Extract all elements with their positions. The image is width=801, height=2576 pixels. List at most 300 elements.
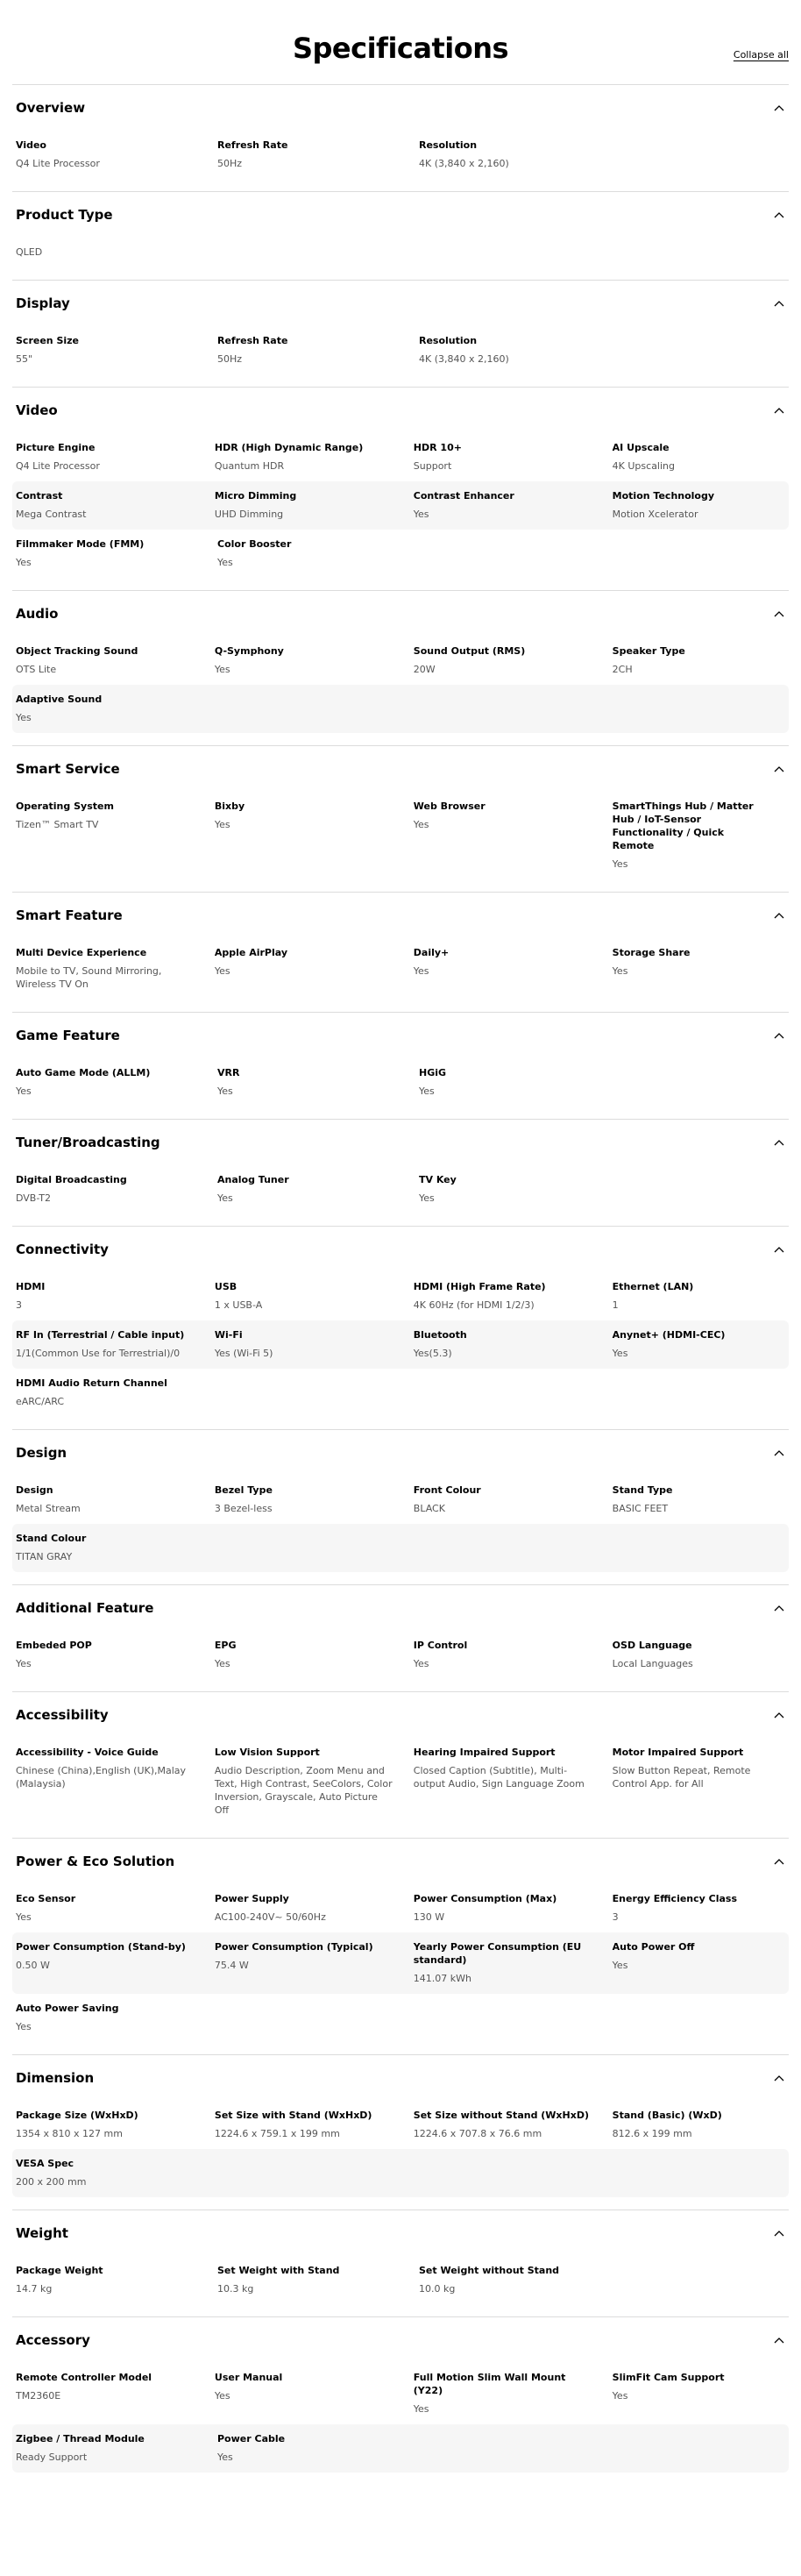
spec-label: Auto Power Saving — [16, 2003, 119, 2014]
spec-item — [414, 946, 613, 991]
spec-label: Speaker Type — [612, 645, 685, 657]
section-header-tuner[interactable] — [12, 1120, 789, 1165]
section-title: Accessibility — [16, 1707, 109, 1723]
spec-item — [217, 2432, 393, 2464]
spec-row — [12, 238, 789, 267]
chevron-up-icon[interactable] — [773, 2227, 785, 2239]
spec-label: VESA Spec — [16, 2158, 74, 2169]
spec-value: Local Languages — [612, 1658, 693, 1669]
spec-label: Full Motion Slim Wall Mount (Y22) — [413, 2372, 566, 2396]
spec-item — [16, 693, 191, 724]
section-header-audio[interactable] — [12, 591, 789, 637]
spec-value: 4K (3,840 x 2,160) — [419, 158, 509, 169]
spec-value: 4K (3,840 x 2,160) — [419, 353, 509, 365]
spec-value: Yes — [214, 1658, 230, 1669]
spec-item — [414, 489, 613, 521]
spec-value: Q4 Lite Processor — [16, 460, 100, 472]
spec-item — [215, 1280, 414, 1312]
spec-item — [419, 2264, 594, 2295]
chevron-up-icon[interactable] — [773, 404, 785, 416]
section-body — [12, 433, 789, 578]
spec-label: Refresh Rate — [217, 139, 288, 151]
section-header-design[interactable] — [12, 1430, 789, 1476]
section-body — [12, 637, 789, 733]
spec-item — [215, 2109, 414, 2140]
spec-item — [613, 1746, 785, 1817]
spec-item — [414, 1280, 613, 1312]
spec-label: SmartThings Hub / Matter Hub / IoT-Sensor Functionality / Quick Remote — [612, 801, 754, 851]
spec-value: 141.07 kWh — [413, 1973, 471, 1984]
spec-value: eARC/ARC — [16, 1396, 65, 1407]
section-title: Overview — [16, 100, 86, 116]
spec-label: RF In (Terrestrial / Cable input) — [16, 1329, 185, 1341]
spec-value: 1354 x 810 x 127 mm — [16, 2128, 123, 2139]
chevron-up-icon[interactable] — [773, 1709, 785, 1721]
section-header-additional-feature[interactable] — [12, 1585, 789, 1631]
spec-value: QLED — [16, 246, 43, 258]
section-body — [12, 792, 789, 879]
chevron-up-icon[interactable] — [773, 763, 785, 775]
spec-item — [414, 1892, 613, 1924]
section-body — [12, 2363, 789, 2473]
section-body — [12, 326, 789, 374]
spec-item — [217, 1173, 419, 1205]
spec-item — [613, 946, 785, 991]
spec-value: Motion Xcelerator — [612, 509, 698, 520]
spec-value: TITAN GRAY — [16, 1551, 73, 1562]
spec-item — [16, 2432, 217, 2464]
section-title: Connectivity — [16, 1242, 109, 1257]
spec-item — [16, 1377, 191, 1408]
spec-value: 3 — [612, 1911, 619, 1923]
spec-value: Yes — [419, 1192, 435, 1204]
section-title: Game Feature — [16, 1028, 120, 1043]
spec-value: 200 x 200 mm — [16, 2176, 87, 2188]
spec-item — [217, 139, 419, 170]
spec-label: Embeded POP — [16, 1640, 92, 1651]
spec-row — [12, 1994, 789, 2042]
spec-value: 2CH — [612, 664, 633, 675]
spec-value: Slow Button Repeat, Remote Control App. for All — [612, 1765, 751, 1790]
section-body — [12, 1884, 789, 2042]
section-body — [12, 1165, 789, 1213]
spec-item — [16, 1639, 215, 1670]
spec-item — [613, 644, 785, 676]
spec-item — [613, 1639, 785, 1670]
spec-label: Resolution — [419, 335, 478, 346]
chevron-up-icon[interactable] — [773, 1029, 785, 1042]
spec-item — [16, 537, 217, 569]
spec-item — [16, 1746, 215, 1817]
spec-row — [12, 1058, 789, 1107]
spec-label: Web Browser — [413, 801, 486, 812]
spec-item — [16, 139, 217, 170]
spec-section-dimension — [12, 2054, 789, 2210]
section-title: Accessory — [16, 2332, 90, 2348]
section-header-dimension[interactable] — [12, 2055, 789, 2101]
spec-item — [414, 441, 613, 473]
section-header-connectivity[interactable] — [12, 1227, 789, 1272]
spec-row — [12, 637, 789, 685]
spec-value: 130 W — [413, 1911, 445, 1923]
spec-label: Zigbee / Thread Module — [16, 2433, 145, 2444]
spec-value: Yes — [214, 965, 230, 977]
spec-row — [12, 1272, 789, 1320]
specifications-header — [0, 0, 801, 84]
spec-item — [16, 2002, 191, 2033]
spec-label: VRR — [217, 1067, 240, 1078]
spec-item — [414, 800, 613, 871]
spec-label: Analog Tuner — [217, 1174, 289, 1185]
section-body — [12, 1058, 789, 1107]
spec-item — [414, 1639, 613, 1670]
section-header-accessibility[interactable] — [12, 1692, 789, 1738]
spec-value: Tizen™ Smart TV — [16, 819, 99, 830]
spec-item — [414, 1484, 613, 1515]
section-body — [12, 1738, 789, 1825]
spec-item — [16, 246, 191, 259]
spec-label: Filmmaker Mode (FMM) — [16, 538, 145, 550]
spec-item — [419, 1066, 594, 1098]
spec-item — [419, 334, 594, 366]
spec-row — [12, 938, 789, 1000]
spec-section-video — [12, 387, 789, 590]
spec-value: Yes — [16, 1085, 32, 1097]
spec-label: Auto Game Mode (ALLM) — [16, 1067, 151, 1078]
spec-value: 4K 60Hz (for HDMI 1/2/3) — [413, 1299, 535, 1311]
section-header-overview[interactable] — [12, 85, 789, 131]
section-body — [12, 2101, 789, 2197]
spec-item — [215, 1639, 414, 1670]
spec-item — [414, 1328, 613, 1360]
spec-label: Color Booster — [217, 538, 292, 550]
spec-value: 20W — [413, 664, 436, 675]
page-title: Specifications — [292, 32, 509, 65]
spec-item — [215, 441, 414, 473]
spec-value: 55" — [16, 353, 33, 365]
chevron-up-icon[interactable] — [773, 1855, 785, 1868]
spec-label: HGiG — [419, 1067, 447, 1078]
section-title: Design — [16, 1445, 67, 1461]
spec-value: 3 — [16, 1299, 22, 1311]
spec-label: OSD Language — [612, 1640, 692, 1651]
spec-section-audio — [12, 590, 789, 745]
section-header-product-type[interactable] — [12, 192, 789, 238]
spec-value: Yes — [413, 2403, 429, 2415]
spec-value: Yes — [413, 509, 429, 520]
spec-label: Apple AirPlay — [214, 947, 288, 958]
chevron-up-icon[interactable] — [773, 1243, 785, 1256]
spec-label: HDR 10+ — [413, 442, 462, 453]
spec-item — [613, 489, 785, 521]
spec-value: Yes — [16, 557, 32, 568]
section-title: Smart Service — [16, 761, 120, 777]
spec-label: Multi Device Experience — [16, 947, 147, 958]
spec-row — [12, 1165, 789, 1213]
spec-value: Quantum HDR — [214, 460, 285, 472]
spec-value: 1224.6 x 707.8 x 76.6 mm — [413, 2128, 542, 2139]
spec-label: Wi-Fi — [214, 1329, 243, 1341]
spec-row — [12, 131, 789, 179]
chevron-up-icon[interactable] — [773, 102, 785, 114]
spec-value: Chinese (China),English (UK),Malay (Malaysia) — [16, 1765, 187, 1790]
spec-item — [613, 2109, 785, 2140]
section-header-display[interactable] — [12, 281, 789, 326]
spec-value: UHD Dimming — [214, 509, 284, 520]
spec-value: Yes — [217, 1085, 233, 1097]
spec-section-tuner — [12, 1119, 789, 1226]
spec-item — [217, 334, 419, 366]
spec-item — [414, 1746, 613, 1817]
spec-value: Mobile to TV, Sound Mirroring, Wireless TV On — [16, 965, 162, 990]
spec-item — [414, 1940, 613, 1985]
section-header-weight[interactable] — [12, 2210, 789, 2256]
spec-label: Screen Size — [16, 335, 80, 346]
spec-label: Contrast Enhancer — [413, 490, 514, 502]
spec-value: 1/1(Common Use for Terrestrial)/0 — [16, 1348, 181, 1359]
section-title: Display — [16, 295, 70, 311]
spec-value: 0.50 W — [16, 1960, 50, 1971]
spec-value: Metal Stream — [16, 1503, 81, 1514]
section-body — [12, 131, 789, 179]
spec-value: Yes — [612, 1348, 628, 1359]
section-header-game-feature[interactable] — [12, 1013, 789, 1058]
spec-item — [16, 1892, 215, 1924]
spec-item — [613, 1892, 785, 1924]
chevron-up-icon[interactable] — [773, 2334, 785, 2346]
spec-label: Ethernet (LAN) — [612, 1281, 694, 1292]
spec-item — [613, 1940, 785, 1985]
spec-section-product-type — [12, 191, 789, 280]
spec-item — [16, 1328, 215, 1360]
spec-row — [12, 433, 789, 481]
spec-value: Yes — [16, 712, 32, 723]
spec-label: Hearing Impaired Support — [413, 1747, 556, 1758]
spec-label: Set Weight with Stand — [217, 2265, 340, 2276]
spec-label: Power Cable — [217, 2433, 286, 2444]
spec-label: HDMI (High Frame Rate) — [413, 1281, 546, 1292]
spec-row — [12, 792, 789, 879]
spec-section-accessibility — [12, 1691, 789, 1838]
spec-item — [419, 139, 594, 170]
spec-value: Yes — [214, 2390, 230, 2402]
spec-row — [12, 685, 789, 733]
spec-label: Sound Output (RMS) — [413, 645, 526, 657]
spec-item — [215, 946, 414, 991]
spec-section-overview — [12, 84, 789, 191]
spec-item — [217, 2264, 419, 2295]
spec-value: Yes(5.3) — [413, 1348, 452, 1359]
spec-item — [16, 1280, 215, 1312]
spec-row — [12, 326, 789, 374]
spec-label: Design — [16, 1484, 53, 1496]
chevron-up-icon[interactable] — [773, 2072, 785, 2084]
spec-item — [16, 1066, 217, 1098]
section-body — [12, 1476, 789, 1572]
spec-value: AC100-240V~ 50/60Hz — [214, 1911, 326, 1923]
spec-label: Object Tracking Sound — [16, 645, 138, 657]
spec-value: Closed Caption (Subtitle), Multi-output Audio, Sign Language Zoom — [413, 1765, 585, 1790]
section-header-video[interactable] — [12, 388, 789, 433]
spec-value: Yes — [612, 858, 628, 870]
section-header-accessory[interactable] — [12, 2317, 789, 2363]
spec-section-connectivity — [12, 1226, 789, 1429]
spec-label: Motor Impaired Support — [612, 1747, 744, 1758]
spec-item — [215, 800, 414, 871]
spec-section-additional-feature — [12, 1584, 789, 1691]
spec-item — [215, 1892, 414, 1924]
spec-label: Anynet+ (HDMI-CEC) — [612, 1329, 726, 1341]
spec-item — [16, 489, 215, 521]
spec-value: Yes (Wi-Fi 5) — [214, 1348, 273, 1359]
section-title: Smart Feature — [16, 907, 123, 923]
spec-row — [12, 481, 789, 530]
spec-value: Yes — [612, 965, 628, 977]
chevron-up-icon[interactable] — [773, 608, 785, 620]
spec-value: Yes — [413, 965, 429, 977]
chevron-up-icon[interactable] — [773, 1136, 785, 1149]
spec-value: 812.6 x 199 mm — [612, 2128, 692, 2139]
spec-item — [215, 489, 414, 521]
spec-row — [12, 2424, 789, 2473]
spec-label: Set Weight without Stand — [419, 2265, 560, 2276]
spec-item — [414, 644, 613, 676]
spec-value: 1224.6 x 759.1 x 199 mm — [214, 2128, 340, 2139]
spec-label: Stand Type — [612, 1484, 673, 1496]
spec-value: 1 — [612, 1299, 619, 1311]
spec-value: 4K Upscaling — [612, 460, 675, 472]
spec-item — [215, 1940, 414, 1985]
spec-row — [12, 1476, 789, 1524]
spec-label: Contrast — [16, 490, 63, 502]
spec-label: SlimFit Cam Support — [612, 2372, 725, 2383]
chevron-up-icon[interactable] — [773, 1447, 785, 1459]
spec-value: Audio Description, Zoom Menu and Text, High Contrast, SeeColors, Color Inversion, Grayscale, Auto Picture Off — [214, 1765, 393, 1816]
section-header-power-eco[interactable] — [12, 1839, 789, 1884]
spec-item — [16, 2109, 215, 2140]
spec-label: Power Consumption (Max) — [413, 1893, 557, 1904]
spec-value: Yes — [413, 1658, 429, 1669]
spec-section-weight — [12, 2210, 789, 2316]
section-header-smart-service[interactable] — [12, 746, 789, 792]
spec-item — [414, 2109, 613, 2140]
chevron-up-icon[interactable] — [773, 909, 785, 922]
spec-item — [613, 800, 785, 871]
spec-label: Accessibility - Voice Guide — [16, 1747, 159, 1758]
spec-row — [12, 2149, 789, 2197]
spec-item — [215, 1746, 414, 1817]
spec-item — [613, 1484, 785, 1515]
spec-value: Ready Support — [16, 2451, 88, 2463]
spec-value: 10.0 kg — [419, 2283, 456, 2295]
spec-section-game-feature — [12, 1012, 789, 1119]
spec-item — [16, 2264, 217, 2295]
section-body — [12, 1631, 789, 1679]
spec-label: Power Consumption (Typical) — [214, 1941, 373, 1953]
spec-label: Remote Controller Model — [16, 2372, 152, 2383]
spec-row — [12, 530, 789, 578]
section-title: Audio — [16, 606, 59, 622]
chevron-up-icon[interactable] — [773, 297, 785, 310]
spec-label: Bluetooth — [413, 1329, 467, 1341]
section-body — [12, 938, 789, 1000]
spec-value: Yes — [217, 1192, 233, 1204]
spec-item — [16, 644, 215, 676]
spec-label: HDMI — [16, 1281, 46, 1292]
spec-label: EPG — [214, 1640, 237, 1651]
spec-label: Power Consumption (Stand-by) — [16, 1941, 186, 1953]
spec-item — [414, 2371, 613, 2416]
spec-row — [12, 1524, 789, 1572]
chevron-up-icon[interactable] — [773, 1602, 785, 1614]
spec-label: Bezel Type — [214, 1484, 273, 1496]
spec-label: Set Size without Stand (WxHxD) — [413, 2110, 589, 2121]
section-title: Video — [16, 402, 58, 418]
section-title: Tuner/Broadcasting — [16, 1135, 160, 1150]
spec-label: HDMI Audio Return Channel — [16, 1377, 167, 1389]
spec-section-display — [12, 280, 789, 387]
spec-label: IP Control — [413, 1640, 468, 1651]
spec-label: Stand (Basic) (WxD) — [612, 2110, 722, 2121]
spec-item — [16, 334, 217, 366]
spec-item — [16, 2371, 215, 2416]
spec-value: BLACK — [413, 1503, 445, 1514]
spec-item — [16, 1532, 191, 1563]
spec-item — [613, 1280, 785, 1312]
spec-value: Yes — [612, 2390, 628, 2402]
spec-label: Operating System — [16, 801, 114, 812]
spec-value: BASIC FEET — [612, 1503, 669, 1514]
spec-label: Stand Colour — [16, 1533, 87, 1544]
spec-label: User Manual — [214, 2372, 283, 2383]
spec-value: Yes — [217, 2451, 233, 2463]
spec-value: 3 Bezel-less — [214, 1503, 273, 1514]
spec-section-power-eco — [12, 1838, 789, 2054]
spec-label: Motion Technology — [612, 490, 715, 502]
spec-label: TV Key — [419, 1174, 457, 1185]
spec-label: Set Size with Stand (WxHxD) — [214, 2110, 372, 2121]
spec-row — [12, 2256, 789, 2304]
spec-section-design — [12, 1429, 789, 1584]
spec-value: Yes — [419, 1085, 435, 1097]
spec-item — [16, 441, 215, 473]
spec-label: Resolution — [419, 139, 478, 151]
spec-item — [215, 1328, 414, 1360]
chevron-up-icon[interactable] — [773, 209, 785, 221]
spec-label: Daily+ — [413, 947, 450, 958]
spec-item — [215, 644, 414, 676]
spec-value: 10.3 kg — [217, 2283, 254, 2295]
spec-item — [16, 800, 215, 871]
spec-label: Adaptive Sound — [16, 694, 103, 705]
spec-label: Digital Broadcasting — [16, 1174, 127, 1185]
spec-row — [12, 1369, 789, 1417]
spec-label: AI Upscale — [612, 442, 670, 453]
spec-section-smart-service — [12, 745, 789, 892]
section-title: Weight — [16, 2225, 68, 2241]
spec-row — [12, 1738, 789, 1825]
collapse-all-link[interactable]: Collapse all — [733, 49, 789, 60]
section-body — [12, 2256, 789, 2304]
spec-label: USB — [214, 1281, 237, 1292]
spec-item — [215, 1484, 414, 1515]
spec-label: HDR (High Dynamic Range) — [214, 442, 364, 453]
spec-label: Video — [16, 139, 46, 151]
section-header-smart-feature[interactable] — [12, 893, 789, 938]
spec-value: DVB-T2 — [16, 1192, 52, 1204]
spec-label: Refresh Rate — [217, 335, 288, 346]
spec-value: Support — [413, 460, 452, 472]
